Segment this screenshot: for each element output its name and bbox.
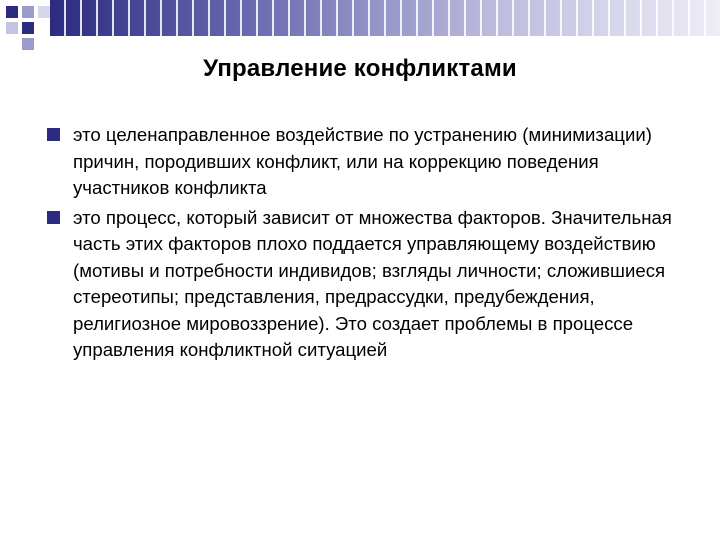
bullet-text: это целенаправленное воздействие по устранению (минимизации) причин, породивших конфликт, или на коррекцию поведения участников конфликта bbox=[73, 124, 652, 198]
bullet-item bbox=[45, 205, 685, 364]
corner-square-decoration bbox=[6, 22, 18, 34]
bullet-item bbox=[45, 122, 685, 202]
header-band-stripes bbox=[50, 0, 720, 36]
bullet-text: это процесс, который зависит от множества факторов. Значительная часть этих факторов плохо поддается управляющему воздействию (мотивы и потребности индивидов; взгляды личности; сложившиеся стереотипы; представления, предрассудки, предубеждения, религиозное мировоззрение). Это создает проблемы в процессе управления конфликтной ситуацией bbox=[73, 206, 672, 360]
corner-square-decoration bbox=[22, 22, 34, 34]
corner-square-decoration bbox=[22, 38, 34, 50]
corner-square-decoration bbox=[38, 6, 50, 18]
square-bullet-icon bbox=[47, 128, 60, 141]
corner-square-decoration bbox=[22, 6, 34, 18]
corner-square-decoration bbox=[6, 6, 18, 18]
slide-title: Управление конфликтами bbox=[203, 55, 517, 82]
square-bullet-icon bbox=[47, 211, 60, 224]
bullet-list bbox=[45, 122, 685, 367]
